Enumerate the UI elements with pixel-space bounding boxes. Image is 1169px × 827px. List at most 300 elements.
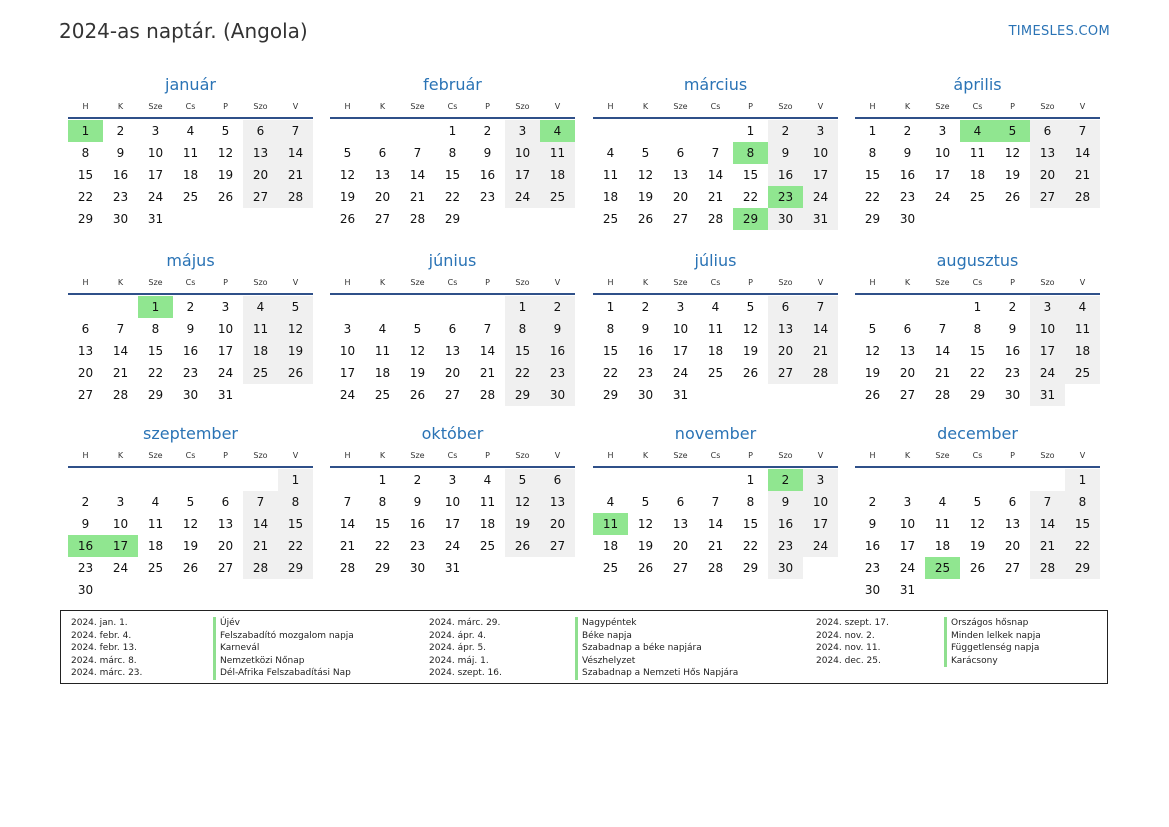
day-cell[interactable]: 13 — [217, 517, 234, 531]
day-cell[interactable]: 10 — [934, 146, 951, 160]
day-cell[interactable]: 27 — [1004, 561, 1021, 575]
day-cell[interactable]: 4 — [606, 495, 615, 509]
day-cell[interactable]: 28 — [934, 388, 951, 402]
day-cell[interactable]: 21 — [1030, 535, 1065, 557]
day-cell[interactable]: 16 — [112, 168, 129, 182]
day-cell[interactable]: 3 — [903, 495, 912, 509]
day-cell[interactable]: 18 — [1065, 340, 1100, 362]
day-cell[interactable]: 4 — [483, 473, 492, 487]
day-cell[interactable]: 9 — [186, 322, 195, 336]
day-cell[interactable]: 4 — [711, 300, 720, 314]
day-cell[interactable]: 14 — [707, 517, 724, 531]
day-cell[interactable]: 19 — [1004, 168, 1021, 182]
day-cell[interactable]: 1 — [505, 296, 540, 318]
day-cell[interactable]: 29 — [505, 384, 540, 406]
day-cell[interactable]: 1 — [278, 469, 313, 491]
day-cell[interactable]: 13 — [899, 344, 916, 358]
day-cell[interactable]: 28 — [409, 212, 426, 226]
day-cell[interactable]: 21 — [803, 340, 838, 362]
day-cell[interactable]: 8 — [378, 495, 387, 509]
day-cell[interactable]: 2 — [1008, 300, 1017, 314]
day-cell[interactable]: 8 — [746, 495, 755, 509]
day-cell[interactable]: 29 — [278, 557, 313, 579]
day-cell[interactable]: 8 — [733, 142, 768, 164]
day-cell[interactable]: 7 — [1065, 120, 1100, 142]
day-cell[interactable]: 11 — [593, 513, 628, 535]
day-cell[interactable]: 24 — [505, 186, 540, 208]
day-cell[interactable]: 20 — [540, 513, 575, 535]
day-cell[interactable]: 20 — [672, 539, 689, 553]
day-cell[interactable]: 22 — [278, 535, 313, 557]
day-cell[interactable]: 11 — [479, 495, 496, 509]
day-cell[interactable]: 28 — [278, 186, 313, 208]
day-cell[interactable]: 5 — [641, 146, 650, 160]
day-cell[interactable]: 3 — [343, 322, 352, 336]
day-cell[interactable]: 19 — [217, 168, 234, 182]
day-cell[interactable]: 7 — [803, 296, 838, 318]
day-cell[interactable]: 2 — [81, 495, 90, 509]
day-cell[interactable]: 1 — [378, 473, 387, 487]
day-cell[interactable]: 30 — [112, 212, 129, 226]
day-cell[interactable]: 4 — [938, 495, 947, 509]
day-cell[interactable]: 26 — [742, 366, 759, 380]
day-cell[interactable]: 16 — [68, 535, 103, 557]
day-cell[interactable]: 31 — [899, 583, 916, 597]
day-cell[interactable]: 2 — [768, 120, 803, 142]
day-cell[interactable]: 6 — [378, 146, 387, 160]
day-cell[interactable]: 28 — [112, 388, 129, 402]
day-cell[interactable]: 13 — [77, 344, 94, 358]
day-cell[interactable]: 24 — [112, 561, 129, 575]
day-cell[interactable]: 9 — [641, 322, 650, 336]
day-cell[interactable]: 17 — [934, 168, 951, 182]
day-cell[interactable]: 23 — [540, 362, 575, 384]
day-cell[interactable]: 15 — [742, 168, 759, 182]
day-cell[interactable]: 6 — [243, 120, 278, 142]
day-cell[interactable]: 22 — [864, 190, 881, 204]
day-cell[interactable]: 10 — [505, 142, 540, 164]
day-cell[interactable]: 23 — [1004, 366, 1021, 380]
day-cell[interactable]: 11 — [969, 146, 986, 160]
day-cell[interactable]: 11 — [182, 146, 199, 160]
day-cell[interactable]: 24 — [672, 366, 689, 380]
day-cell[interactable]: 20 — [672, 190, 689, 204]
day-cell[interactable]: 16 — [637, 344, 654, 358]
day-cell[interactable]: 28 — [707, 212, 724, 226]
day-cell[interactable]: 8 — [606, 322, 615, 336]
day-cell[interactable]: 16 — [768, 513, 803, 535]
day-cell[interactable]: 11 — [602, 168, 619, 182]
day-cell[interactable]: 20 — [444, 366, 461, 380]
day-cell[interactable]: 12 — [505, 491, 540, 513]
day-cell[interactable]: 17 — [505, 164, 540, 186]
day-cell[interactable]: 12 — [278, 318, 313, 340]
day-cell[interactable]: 19 — [864, 366, 881, 380]
day-cell[interactable]: 21 — [339, 539, 356, 553]
day-cell[interactable]: 27 — [672, 561, 689, 575]
day-cell[interactable]: 24 — [339, 388, 356, 402]
day-cell[interactable]: 16 — [409, 517, 426, 531]
day-cell[interactable]: 15 — [77, 168, 94, 182]
day-cell[interactable]: 11 — [243, 318, 278, 340]
day-cell[interactable]: 20 — [899, 366, 916, 380]
day-cell[interactable]: 26 — [409, 388, 426, 402]
day-cell[interactable]: 14 — [934, 344, 951, 358]
site-link[interactable]: TIMESLES.COM — [1008, 24, 1110, 39]
day-cell[interactable]: 29 — [147, 388, 164, 402]
day-cell[interactable]: 10 — [147, 146, 164, 160]
day-cell[interactable]: 29 — [864, 212, 881, 226]
day-cell[interactable]: 31 — [1030, 384, 1065, 406]
day-cell[interactable]: 20 — [77, 366, 94, 380]
day-cell[interactable]: 14 — [1065, 142, 1100, 164]
day-cell[interactable]: 27 — [444, 388, 461, 402]
day-cell[interactable]: 30 — [182, 388, 199, 402]
day-cell[interactable]: 26 — [505, 535, 540, 557]
day-cell[interactable]: 7 — [413, 146, 422, 160]
day-cell[interactable]: 7 — [711, 146, 720, 160]
day-cell[interactable]: 25 — [182, 190, 199, 204]
day-cell[interactable]: 12 — [637, 517, 654, 531]
day-cell[interactable]: 19 — [278, 340, 313, 362]
day-cell[interactable]: 16 — [479, 168, 496, 182]
day-cell[interactable]: 17 — [444, 517, 461, 531]
day-cell[interactable]: 21 — [934, 366, 951, 380]
day-cell[interactable]: 14 — [112, 344, 129, 358]
day-cell[interactable]: 6 — [221, 495, 230, 509]
day-cell[interactable]: 29 — [602, 388, 619, 402]
day-cell[interactable]: 16 — [540, 340, 575, 362]
day-cell[interactable]: 25 — [147, 561, 164, 575]
day-cell[interactable]: 7 — [483, 322, 492, 336]
day-cell[interactable]: 12 — [864, 344, 881, 358]
day-cell[interactable]: 25 — [479, 539, 496, 553]
day-cell[interactable]: 16 — [864, 539, 881, 553]
day-cell[interactable]: 1 — [746, 124, 755, 138]
day-cell[interactable]: 13 — [374, 168, 391, 182]
day-cell[interactable]: 18 — [147, 539, 164, 553]
day-cell[interactable]: 30 — [768, 208, 803, 230]
day-cell[interactable]: 29 — [444, 212, 461, 226]
day-cell[interactable]: 11 — [147, 517, 164, 531]
day-cell[interactable]: 5 — [221, 124, 230, 138]
day-cell[interactable]: 4 — [151, 495, 160, 509]
day-cell[interactable]: 27 — [217, 561, 234, 575]
day-cell[interactable]: 21 — [112, 366, 129, 380]
day-cell[interactable]: 29 — [374, 561, 391, 575]
day-cell[interactable]: 4 — [1065, 296, 1100, 318]
day-cell[interactable]: 6 — [903, 322, 912, 336]
day-cell[interactable]: 6 — [448, 322, 457, 336]
day-cell[interactable]: 16 — [768, 164, 803, 186]
day-cell[interactable]: 8 — [505, 318, 540, 340]
day-cell[interactable]: 10 — [444, 495, 461, 509]
day-cell[interactable]: 17 — [899, 539, 916, 553]
day-cell[interactable]: 26 — [637, 212, 654, 226]
day-cell[interactable]: 2 — [116, 124, 125, 138]
day-cell[interactable]: 30 — [768, 557, 803, 579]
day-cell[interactable]: 17 — [147, 168, 164, 182]
day-cell[interactable]: 3 — [448, 473, 457, 487]
day-cell[interactable]: 25 — [1065, 362, 1100, 384]
day-cell[interactable]: 20 — [768, 340, 803, 362]
day-cell[interactable]: 25 — [540, 186, 575, 208]
day-cell[interactable]: 24 — [934, 190, 951, 204]
day-cell[interactable]: 12 — [969, 517, 986, 531]
day-cell[interactable]: 29 — [969, 388, 986, 402]
day-cell[interactable]: 6 — [676, 146, 685, 160]
day-cell[interactable]: 16 — [899, 168, 916, 182]
day-cell[interactable]: 21 — [707, 190, 724, 204]
day-cell[interactable]: 4 — [960, 120, 995, 142]
day-cell[interactable]: 30 — [409, 561, 426, 575]
day-cell[interactable]: 9 — [483, 146, 492, 160]
day-cell[interactable]: 6 — [768, 296, 803, 318]
day-cell[interactable]: 26 — [1004, 190, 1021, 204]
day-cell[interactable]: 15 — [1065, 513, 1100, 535]
day-cell[interactable]: 1 — [606, 300, 615, 314]
day-cell[interactable]: 19 — [339, 190, 356, 204]
day-cell[interactable]: 17 — [339, 366, 356, 380]
day-cell[interactable]: 24 — [899, 561, 916, 575]
day-cell[interactable]: 13 — [1030, 142, 1065, 164]
day-cell[interactable]: 7 — [343, 495, 352, 509]
day-cell[interactable]: 30 — [637, 388, 654, 402]
day-cell[interactable]: 6 — [676, 495, 685, 509]
day-cell[interactable]: 8 — [1065, 491, 1100, 513]
day-cell[interactable]: 9 — [768, 142, 803, 164]
day-cell[interactable]: 28 — [803, 362, 838, 384]
day-cell[interactable]: 23 — [409, 539, 426, 553]
day-cell[interactable]: 26 — [339, 212, 356, 226]
day-cell[interactable]: 15 — [602, 344, 619, 358]
day-cell[interactable]: 28 — [339, 561, 356, 575]
day-cell[interactable]: 1 — [68, 120, 103, 142]
day-cell[interactable]: 19 — [969, 539, 986, 553]
day-cell[interactable]: 18 — [602, 190, 619, 204]
day-cell[interactable]: 5 — [973, 495, 982, 509]
day-cell[interactable]: 18 — [969, 168, 986, 182]
day-cell[interactable]: 14 — [1030, 513, 1065, 535]
day-cell[interactable]: 24 — [1030, 362, 1065, 384]
day-cell[interactable]: 18 — [243, 340, 278, 362]
day-cell[interactable]: 21 — [243, 535, 278, 557]
day-cell[interactable]: 11 — [934, 517, 951, 531]
day-cell[interactable]: 3 — [938, 124, 947, 138]
day-cell[interactable]: 5 — [868, 322, 877, 336]
day-cell[interactable]: 2 — [540, 296, 575, 318]
day-cell[interactable]: 10 — [899, 517, 916, 531]
day-cell[interactable]: 13 — [768, 318, 803, 340]
day-cell[interactable]: 7 — [278, 120, 313, 142]
day-cell[interactable]: 9 — [116, 146, 125, 160]
day-cell[interactable]: 18 — [479, 517, 496, 531]
day-cell[interactable]: 31 — [803, 208, 838, 230]
day-cell[interactable]: 10 — [217, 322, 234, 336]
day-cell[interactable]: 13 — [672, 168, 689, 182]
day-cell[interactable]: 21 — [409, 190, 426, 204]
day-cell[interactable]: 15 — [969, 344, 986, 358]
day-cell[interactable]: 30 — [864, 583, 881, 597]
day-cell[interactable]: 25 — [602, 212, 619, 226]
day-cell[interactable]: 30 — [540, 384, 575, 406]
day-cell[interactable]: 4 — [243, 296, 278, 318]
day-cell[interactable]: 8 — [868, 146, 877, 160]
day-cell[interactable]: 15 — [505, 340, 540, 362]
day-cell[interactable]: 19 — [637, 539, 654, 553]
day-cell[interactable]: 16 — [1004, 344, 1021, 358]
day-cell[interactable]: 27 — [374, 212, 391, 226]
day-cell[interactable]: 17 — [803, 164, 838, 186]
day-cell[interactable]: 31 — [147, 212, 164, 226]
day-cell[interactable]: 22 — [969, 366, 986, 380]
day-cell[interactable]: 27 — [540, 535, 575, 557]
day-cell[interactable]: 5 — [278, 296, 313, 318]
day-cell[interactable]: 26 — [217, 190, 234, 204]
day-cell[interactable]: 2 — [768, 469, 803, 491]
day-cell[interactable]: 27 — [1030, 186, 1065, 208]
day-cell[interactable]: 10 — [803, 142, 838, 164]
day-cell[interactable]: 21 — [278, 164, 313, 186]
day-cell[interactable]: 24 — [147, 190, 164, 204]
day-cell[interactable]: 22 — [374, 539, 391, 553]
day-cell[interactable]: 4 — [540, 120, 575, 142]
day-cell[interactable]: 15 — [278, 513, 313, 535]
day-cell[interactable]: 7 — [1030, 491, 1065, 513]
day-cell[interactable]: 24 — [217, 366, 234, 380]
day-cell[interactable]: 10 — [803, 491, 838, 513]
day-cell[interactable]: 5 — [746, 300, 755, 314]
day-cell[interactable]: 25 — [707, 366, 724, 380]
day-cell[interactable]: 12 — [1004, 146, 1021, 160]
day-cell[interactable]: 16 — [182, 344, 199, 358]
day-cell[interactable]: 2 — [641, 300, 650, 314]
day-cell[interactable]: 6 — [1030, 120, 1065, 142]
day-cell[interactable]: 6 — [1008, 495, 1017, 509]
day-cell[interactable]: 2 — [903, 124, 912, 138]
day-cell[interactable]: 29 — [1065, 557, 1100, 579]
day-cell[interactable]: 10 — [672, 322, 689, 336]
day-cell[interactable]: 13 — [444, 344, 461, 358]
day-cell[interactable]: 9 — [1008, 322, 1017, 336]
day-cell[interactable]: 5 — [995, 120, 1030, 142]
day-cell[interactable]: 15 — [742, 517, 759, 531]
day-cell[interactable]: 5 — [641, 495, 650, 509]
day-cell[interactable]: 6 — [540, 469, 575, 491]
day-cell[interactable]: 23 — [864, 561, 881, 575]
day-cell[interactable]: 8 — [81, 146, 90, 160]
day-cell[interactable]: 10 — [112, 517, 129, 531]
day-cell[interactable]: 23 — [768, 535, 803, 557]
day-cell[interactable]: 2 — [413, 473, 422, 487]
day-cell[interactable]: 18 — [540, 164, 575, 186]
day-cell[interactable]: 22 — [1065, 535, 1100, 557]
day-cell[interactable]: 29 — [77, 212, 94, 226]
day-cell[interactable]: 15 — [864, 168, 881, 182]
day-cell[interactable]: 5 — [413, 322, 422, 336]
day-cell[interactable]: 20 — [1030, 164, 1065, 186]
day-cell[interactable]: 5 — [505, 469, 540, 491]
day-cell[interactable]: 22 — [505, 362, 540, 384]
day-cell[interactable]: 9 — [868, 517, 877, 531]
day-cell[interactable]: 31 — [217, 388, 234, 402]
day-cell[interactable]: 11 — [707, 322, 724, 336]
day-cell[interactable]: 5 — [186, 495, 195, 509]
day-cell[interactable]: 1 — [746, 473, 755, 487]
day-cell[interactable]: 20 — [217, 539, 234, 553]
day-cell[interactable]: 30 — [77, 583, 94, 597]
day-cell[interactable]: 3 — [151, 124, 160, 138]
day-cell[interactable]: 18 — [934, 539, 951, 553]
day-cell[interactable]: 29 — [742, 561, 759, 575]
day-cell[interactable]: 11 — [1065, 318, 1100, 340]
day-cell[interactable]: 17 — [803, 513, 838, 535]
day-cell[interactable]: 11 — [540, 142, 575, 164]
day-cell[interactable]: 12 — [409, 344, 426, 358]
day-cell[interactable]: 22 — [602, 366, 619, 380]
day-cell[interactable]: 10 — [1030, 318, 1065, 340]
day-cell[interactable]: 4 — [378, 322, 387, 336]
day-cell[interactable]: 17 — [217, 344, 234, 358]
day-cell[interactable]: 23 — [77, 561, 94, 575]
day-cell[interactable]: 14 — [339, 517, 356, 531]
day-cell[interactable]: 1 — [138, 296, 173, 318]
day-cell[interactable]: 3 — [221, 300, 230, 314]
day-cell[interactable]: 21 — [479, 366, 496, 380]
day-cell[interactable]: 21 — [1065, 164, 1100, 186]
day-cell[interactable]: 30 — [899, 212, 916, 226]
day-cell[interactable]: 2 — [868, 495, 877, 509]
day-cell[interactable]: 6 — [81, 322, 90, 336]
day-cell[interactable]: 22 — [742, 190, 759, 204]
day-cell[interactable]: 31 — [672, 388, 689, 402]
day-cell[interactable]: 24 — [803, 535, 838, 557]
day-cell[interactable]: 7 — [116, 322, 125, 336]
day-cell[interactable]: 14 — [479, 344, 496, 358]
day-cell[interactable]: 29 — [733, 208, 768, 230]
day-cell[interactable]: 3 — [116, 495, 125, 509]
day-cell[interactable]: 4 — [606, 146, 615, 160]
day-cell[interactable]: 8 — [973, 322, 982, 336]
day-cell[interactable]: 1 — [973, 300, 982, 314]
day-cell[interactable]: 1 — [448, 124, 457, 138]
day-cell[interactable]: 22 — [77, 190, 94, 204]
day-cell[interactable]: 18 — [707, 344, 724, 358]
day-cell[interactable]: 12 — [339, 168, 356, 182]
day-cell[interactable]: 27 — [243, 186, 278, 208]
day-cell[interactable]: 13 — [1004, 517, 1021, 531]
day-cell[interactable]: 14 — [803, 318, 838, 340]
day-cell[interactable]: 27 — [672, 212, 689, 226]
day-cell[interactable]: 8 — [151, 322, 160, 336]
day-cell[interactable]: 28 — [1065, 186, 1100, 208]
day-cell[interactable]: 3 — [803, 120, 838, 142]
day-cell[interactable]: 14 — [278, 142, 313, 164]
day-cell[interactable]: 14 — [243, 513, 278, 535]
day-cell[interactable]: 11 — [374, 344, 391, 358]
day-cell[interactable]: 28 — [243, 557, 278, 579]
day-cell[interactable]: 25 — [925, 557, 960, 579]
day-cell[interactable]: 25 — [243, 362, 278, 384]
day-cell[interactable]: 18 — [374, 366, 391, 380]
day-cell[interactable]: 9 — [81, 517, 90, 531]
day-cell[interactable]: 4 — [186, 124, 195, 138]
day-cell[interactable]: 25 — [602, 561, 619, 575]
day-cell[interactable]: 9 — [903, 146, 912, 160]
day-cell[interactable]: 9 — [540, 318, 575, 340]
day-cell[interactable]: 22 — [742, 539, 759, 553]
day-cell[interactable]: 26 — [864, 388, 881, 402]
